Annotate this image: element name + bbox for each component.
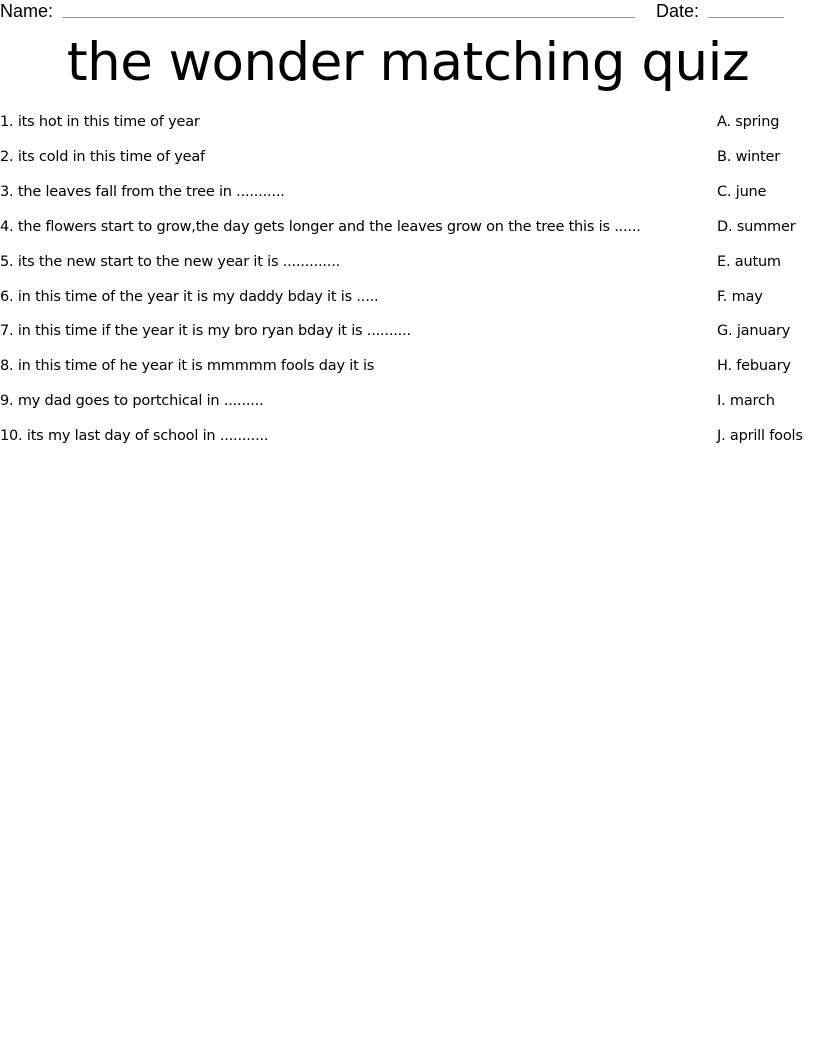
question-item: 5. its the new start to the new year it is ............. <box>0 253 341 270</box>
question-item: 2. its cold in this time of yeaf <box>0 148 205 165</box>
answer-item: H. febuary <box>717 358 791 375</box>
page-title: the wonder matching quiz <box>66 32 750 93</box>
question-item: 1. its hot in this time of year <box>0 114 200 130</box>
question-item: 4. the flowers start to grow,the day gets longer and the leaves grow on the tree this is ...... <box>0 218 641 235</box>
answer-item: G. january <box>717 323 791 340</box>
date-label: Date: <box>656 1 700 21</box>
name-field-line <box>62 17 635 18</box>
answer-item: F. may <box>717 288 763 305</box>
answer-item: J. aprill fools <box>717 428 803 445</box>
question-item: 8. in this time of he year it is mmmmm fools day it is <box>0 358 375 375</box>
answer-item: E. autum <box>717 253 781 270</box>
date-field-line <box>708 17 784 18</box>
question-item: 6. in this time of the year it is my daddy bday it is ..... <box>0 288 379 305</box>
answer-item: D. summer <box>717 218 796 235</box>
question-item: 9. my dad goes to portchical in ......... <box>0 393 264 410</box>
answer-item: C. june <box>717 183 767 200</box>
name-label: Name: <box>0 1 54 21</box>
answer-item: A. spring <box>717 114 780 130</box>
answer-item: I. march <box>717 393 775 410</box>
question-item: 3. the leaves fall from the tree in ........... <box>0 183 285 200</box>
question-item: 10. its my last day of school in ........... <box>0 428 269 445</box>
answer-item: B. winter <box>717 148 781 165</box>
question-item: 7. in this time if the year it is my bro ryan bday it is .......... <box>0 323 411 340</box>
